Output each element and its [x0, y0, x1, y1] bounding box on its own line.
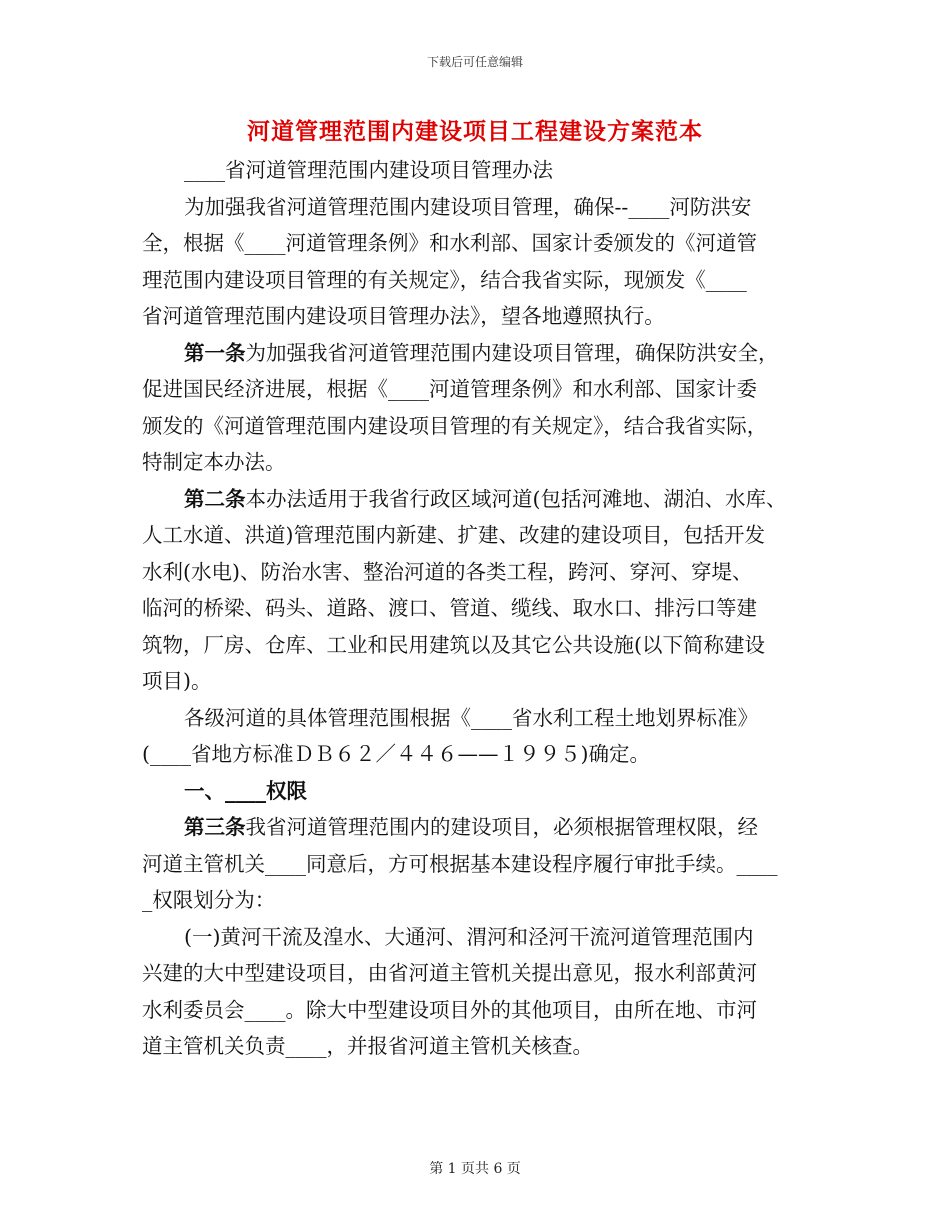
- line-text: 河道主管机关____同意后，方可根据基本建设程序履行审批手续。____: [142, 851, 778, 876]
- line-text: 项目)。: [142, 669, 212, 693]
- line-text: 全，根据《____河道管理条例》和水利部、国家计委颁发的《河道管: [142, 231, 757, 255]
- line-text: 兴建的大中型建设项目，由省河道主管机关提出意见，报水利部黄河: [142, 961, 757, 985]
- line-text: 理范围内建设项目管理的有关规定》，结合我省实际，现颁发《____: [142, 267, 747, 292]
- body-line: [142, 809, 814, 846]
- body-line: [142, 773, 814, 810]
- line-text: 人工水道、洪道)管理范围内新建、扩建、改建的建设项目，包括开发: [142, 523, 765, 547]
- line-text: (一)黄河干流及湟水、大通河、渭河和泾河干流河道管理范围内: [184, 924, 754, 949]
- body-line: [142, 590, 814, 627]
- line-text: (____省地方标准ＤＢ６２／４４６——１９９５)确定。: [142, 742, 650, 766]
- line-text: 省河道管理范围内建设项目管理办法》，望各地遵照执行。: [142, 304, 665, 328]
- body-line: [142, 371, 814, 408]
- line-text: 临河的桥梁、码头、道路、渡口、管道、缆线、取水口、排污口等建: [142, 596, 757, 620]
- body-line: [142, 736, 814, 773]
- body-line: [142, 444, 814, 481]
- body-line: [142, 700, 814, 737]
- body-line: [142, 335, 814, 372]
- document-body: [142, 152, 814, 1065]
- body-line: [142, 262, 814, 299]
- body-line: [142, 554, 814, 591]
- line-text: 特制定本办法。: [142, 450, 286, 474]
- body-line: [142, 955, 814, 992]
- article-heading: 第三条: [184, 815, 246, 839]
- line-text: 筑物，厂房、仓库、工业和民用建筑以及其它公共设施(以下简称建设: [142, 632, 765, 657]
- body-line: [142, 846, 814, 883]
- line-text: 为加强我省河道管理范围内建设项目管理，确保防洪安全，: [245, 340, 779, 365]
- body-line: [142, 1028, 814, 1065]
- line-text: 水利委员会____。除大中型建设项目外的其他项目，由所在地、市河: [142, 997, 757, 1022]
- body-line: [142, 408, 814, 445]
- body-line: [142, 627, 814, 664]
- body-line: [142, 298, 814, 335]
- page-header-note: 下载后可任意编辑: [426, 55, 523, 69]
- line-text: 道主管机关负责____，并报省河道主管机关核查。: [142, 1034, 593, 1058]
- line-text: ____省河道管理范围内建设项目管理办法: [184, 158, 553, 182]
- page-footer-number: 第 1 页共 6 页: [429, 1161, 521, 1177]
- line-text: _权限划分为：: [142, 888, 276, 912]
- body-line: [142, 663, 814, 700]
- body-line: [142, 517, 814, 554]
- body-line: [142, 189, 814, 226]
- article-heading: 一、____权限: [184, 778, 307, 803]
- line-text: 我省河道管理范围内的建设项目，必须根据管理权限，经: [245, 815, 758, 839]
- line-text: 促进国民经济进展，根据《____河道管理条例》和水利部、国家计委: [142, 377, 757, 401]
- document-title: 河道管理范围内建设项目工程建设方案范本: [247, 118, 703, 145]
- body-line: [142, 882, 814, 919]
- body-line: [142, 481, 814, 518]
- article-heading: 第一条: [184, 340, 246, 365]
- line-text: 本办法适用于我省行政区域河道(包括河滩地、湖泊、水库、: [245, 486, 787, 511]
- line-text: 颁发的《河道管理范围内建设项目管理的有关规定》，结合我省实际，: [142, 413, 768, 438]
- body-line: [142, 992, 814, 1029]
- body-line: [142, 919, 814, 956]
- line-text: 各级河道的具体管理范围根据《____省水利工程土地划界标准》: [184, 705, 758, 730]
- article-heading: 第二条: [184, 486, 246, 511]
- line-text: 水利(水电)、防治水害、整治河道的各类工程，跨河、穿河、穿堤、: [142, 559, 753, 584]
- body-line: [142, 225, 814, 262]
- line-text: 为加强我省河道管理范围内建设项目管理，确保--____河防洪安: [184, 194, 752, 219]
- body-line: [142, 152, 814, 189]
